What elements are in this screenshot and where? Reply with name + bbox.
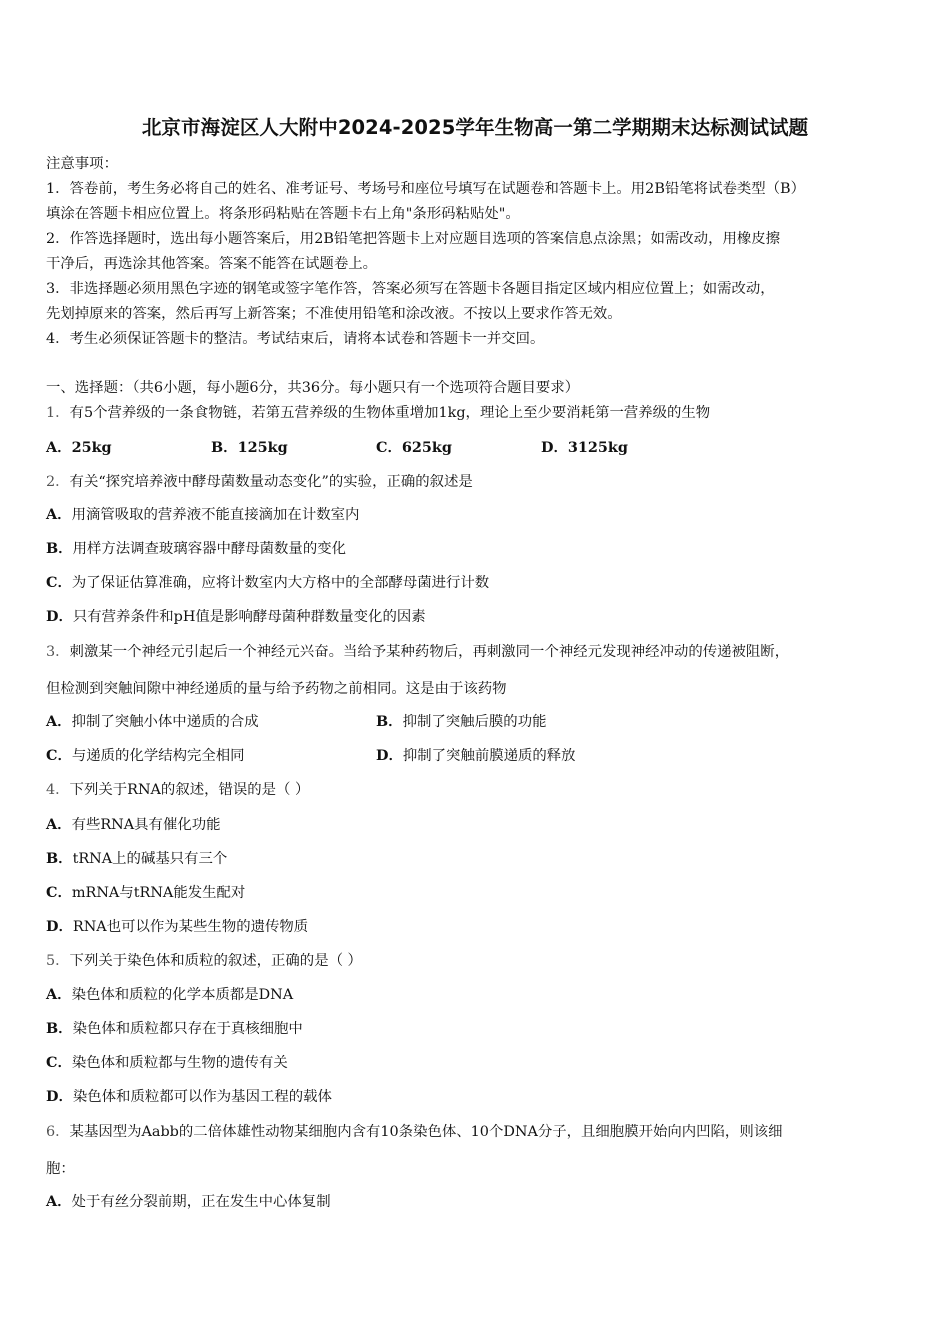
notice-line: 4．考生必须保证答题卡的整洁。考试结束后，请将本试卷和答题卡一并交回。 — [46, 331, 545, 347]
option-text: tRNA上的碱基只有三个 — [72, 851, 228, 867]
option-text: 染色体和质粒都只存在于真核细胞中 — [72, 1021, 303, 1037]
question-4-stem — [46, 778, 309, 799]
question-3-stem — [46, 640, 789, 661]
option-label: A． — [46, 816, 72, 833]
option-text: 抑制了突触小体中递质的合成 — [71, 714, 259, 730]
option-label: A． — [46, 986, 72, 1003]
question-1-option-d — [541, 436, 628, 457]
question-2-stem — [46, 470, 473, 491]
question-2-option-b — [46, 537, 346, 558]
question-3-stem-cont: 但检测到突触间隙中神经递质的量与给予药物之前相同。这是由于该药物 — [46, 681, 507, 697]
question-5-option-d — [46, 1085, 332, 1106]
question-number: 6． — [46, 1124, 70, 1140]
notice-line: 干净后，再选涂其他答案。答案不能答在试题卷上。 — [46, 256, 377, 272]
option-text: 抑制了突触前膜递质的释放 — [402, 748, 576, 764]
option-text: 抑制了突触后膜的功能 — [402, 714, 547, 730]
question-1-option-a — [46, 436, 112, 457]
option-label: B． — [46, 850, 73, 867]
notice-line: 2．作答选择题时，选出每小题答案后，用2B铅笔把答题卡上对应题目选项的答案信息点涂黑；如需改动，用橡皮擦 — [46, 231, 781, 247]
question-1-stem — [46, 401, 710, 422]
option-label: D． — [46, 918, 73, 935]
notice-line: 3．非选择题必须用黑色字迹的钢笔或签字笔作答，答案必须写在答题卡各题目指定区域内相应位置上；如需改动， — [46, 281, 775, 297]
option-text: 用样方法调查玻璃容器中酵母菌数量的变化 — [72, 541, 346, 557]
question-2-option-d — [46, 605, 426, 626]
option-label: B． — [46, 540, 73, 557]
option-label: A． — [46, 713, 72, 730]
question-number: 3． — [46, 644, 70, 660]
notice-heading: 注意事项： — [46, 156, 118, 172]
question-5-stem — [46, 949, 362, 970]
page-title: 北京市海淀区人大附中2024-2025学年生物高一第二学期期末达标测试试题 — [141, 116, 809, 139]
option-text: 与递质的化学结构完全相同 — [71, 748, 245, 764]
option-label: C． — [46, 574, 72, 591]
option-text: 25kg — [71, 439, 112, 456]
question-text: 有关“探究培养液中酵母菌数量动态变化”的实验，正确的叙述是 — [69, 474, 473, 490]
question-1-option-b — [211, 436, 288, 457]
option-text: 用滴管吸取的营养液不能直接滴加在计数室内 — [71, 507, 360, 523]
option-text: 为了保证估算准确，应将计数室内大方格中的全部酵母菌进行计数 — [71, 575, 490, 591]
option-label: A． — [46, 439, 72, 456]
question-3-option-d — [376, 744, 576, 765]
option-text: 3125kg — [567, 439, 628, 456]
option-label: C． — [376, 439, 402, 456]
option-text: 有些RNA具有催化功能 — [71, 817, 221, 833]
question-number: 2． — [46, 474, 70, 490]
option-text: 625kg — [401, 439, 452, 456]
question-3-option-a — [46, 710, 259, 731]
question-5-option-a — [46, 983, 293, 1004]
option-label: D． — [46, 1088, 73, 1105]
question-4-option-a — [46, 813, 221, 834]
option-text: 只有营养条件和pH值是影响酵母菌种群数量变化的因素 — [72, 609, 426, 625]
question-text: 下列关于RNA的叙述，错误的是（ ） — [69, 782, 310, 798]
question-number: 4． — [46, 782, 70, 798]
option-label: B． — [211, 439, 238, 456]
question-5-option-c — [46, 1051, 288, 1072]
option-label: B． — [46, 1020, 73, 1037]
option-text: 125kg — [237, 439, 288, 456]
question-3-option-b — [376, 710, 546, 731]
question-2-option-a — [46, 503, 359, 524]
question-6-stem — [46, 1120, 783, 1141]
option-text: RNA也可以作为某些生物的遗传物质 — [72, 919, 309, 935]
option-label: A． — [46, 1193, 72, 1210]
section-heading: 一、选择题：（共6小题，每小题6分，共36分。每小题只有一个选项符合题目要求） — [46, 380, 580, 396]
question-3-option-c — [46, 744, 245, 765]
question-6-option-a — [46, 1190, 331, 1211]
option-label: D． — [376, 747, 403, 764]
notice-line: 先划掉原来的答案，然后再写上新答案；不准使用铅笔和涂改液。不按以上要求作答无效。 — [46, 306, 622, 322]
question-2-option-c — [46, 571, 489, 592]
option-label: B． — [376, 713, 403, 730]
option-label: D． — [541, 439, 568, 456]
question-5-option-b — [46, 1017, 303, 1038]
option-text: 染色体和质粒的化学本质都是DNA — [71, 987, 294, 1003]
option-label: A． — [46, 506, 72, 523]
option-label: C． — [46, 1054, 72, 1071]
option-label: D． — [46, 608, 73, 625]
question-4-option-b — [46, 847, 227, 868]
notice-line: 1．答卷前，考生务必将自己的姓名、准考证号、考场号和座位号填写在试题卷和答题卡上。用2B铅笔将试卷类型（B） — [46, 181, 805, 197]
question-text: 某基因型为Aabb的二倍体雄性动物某细胞内含有10条染色体、10个DNA分子，且细胞膜开始向内凹陷，则该细 — [69, 1124, 783, 1140]
option-text: 染色体和质粒都与生物的遗传有关 — [71, 1055, 288, 1071]
question-4-option-d — [46, 915, 308, 936]
question-text: 有5个营养级的一条食物链，若第五营养级的生物体重增加1kg，理论上至少要消耗第一营养级的生物 — [69, 405, 711, 421]
option-text: 处于有丝分裂前期，正在发生中心体复制 — [71, 1194, 331, 1210]
option-text: 染色体和质粒都可以作为基因工程的载体 — [72, 1089, 332, 1105]
notice-line: 填涂在答题卡相应位置上。将条形码粘贴在答题卡右上角"条形码粘贴处"。 — [46, 206, 520, 222]
question-text: 刺激某一个神经元引起后一个神经元兴奋。当给予某种药物后，再刺激同一个神经元发现神经冲动的传递被阻断， — [69, 644, 790, 660]
option-label: C． — [46, 747, 72, 764]
question-number: 1． — [46, 405, 70, 421]
question-1-option-c — [376, 436, 452, 457]
question-number: 5． — [46, 953, 70, 969]
question-text: 下列关于染色体和质粒的叙述，正确的是（ ） — [69, 953, 362, 969]
option-text: mRNA与tRNA能发生配对 — [71, 885, 246, 901]
question-4-option-c — [46, 881, 245, 902]
question-6-stem-cont: 胞： — [46, 1161, 75, 1177]
option-label: C． — [46, 884, 72, 901]
